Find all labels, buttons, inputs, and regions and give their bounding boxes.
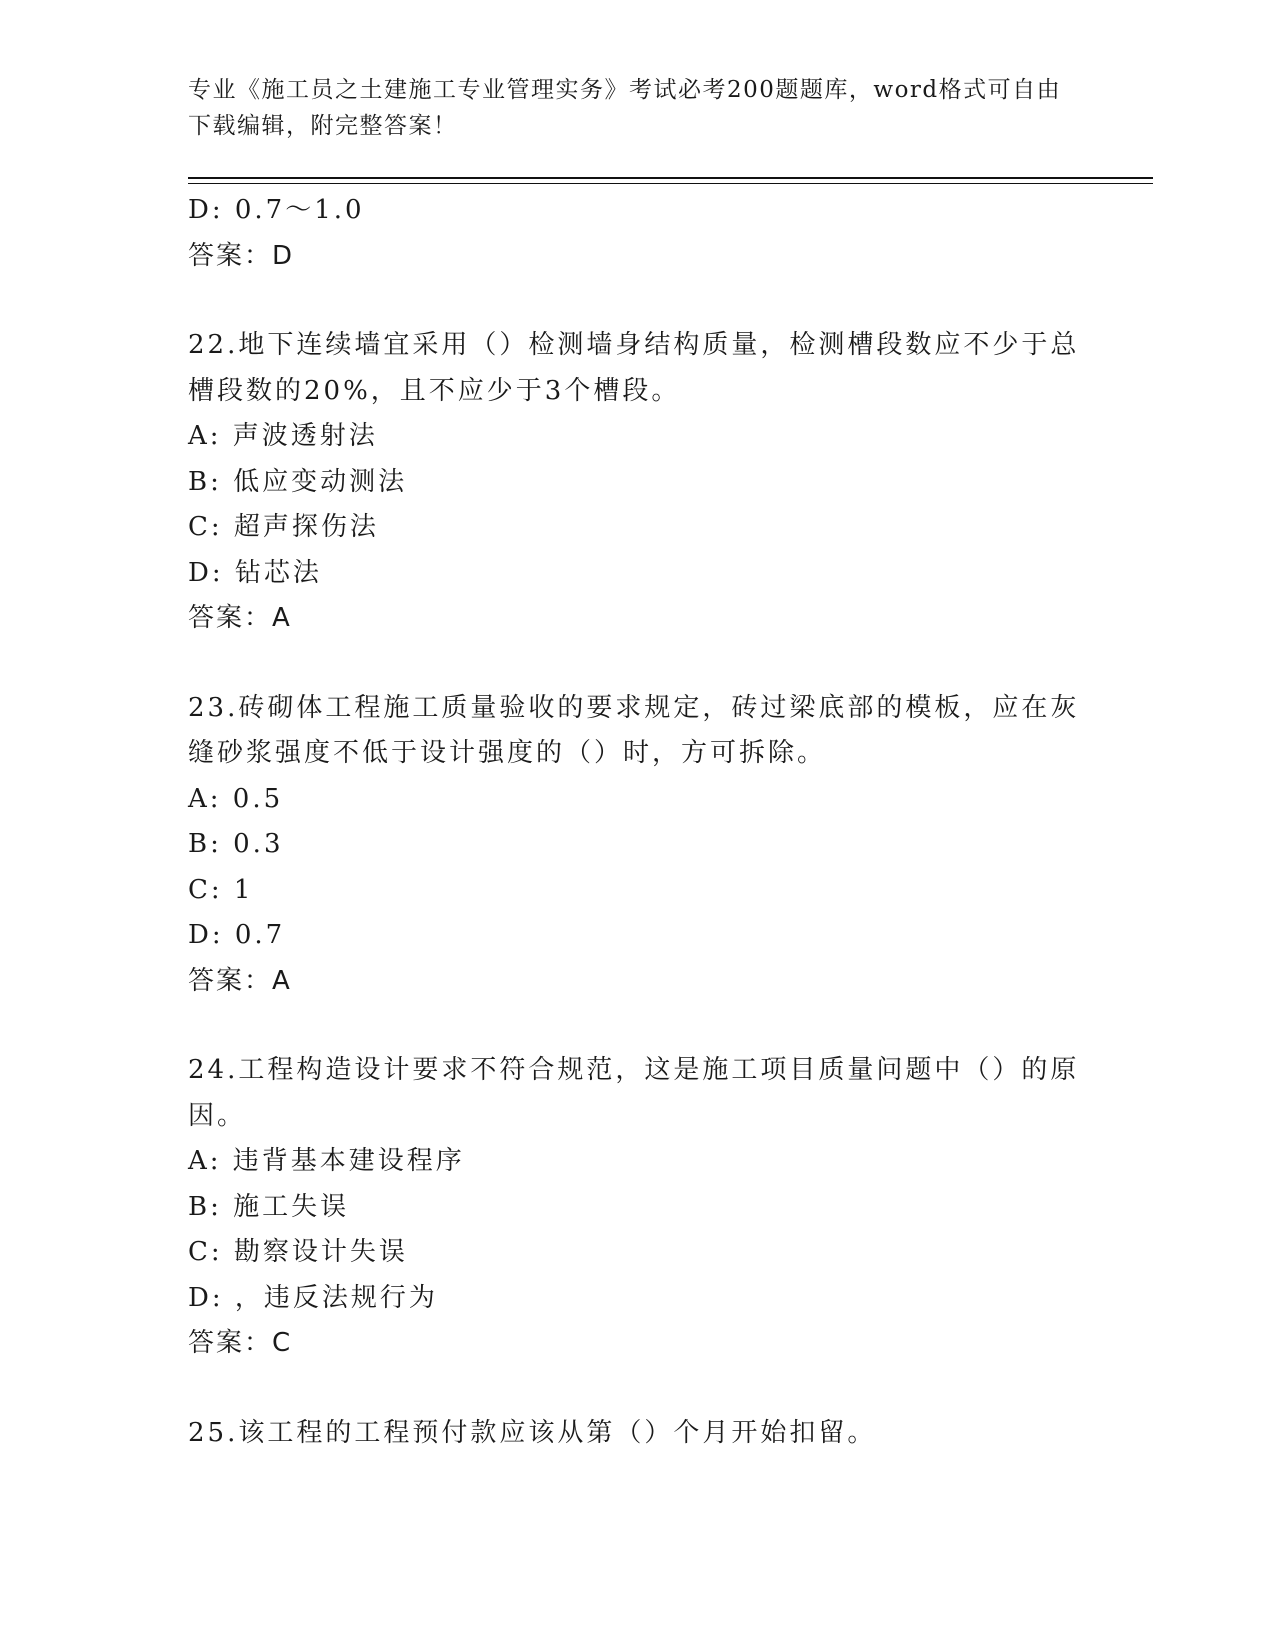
question-stem-line: 因。 <box>188 1100 247 1131</box>
option-d: D: 钻芯法 <box>188 557 322 588</box>
header-divider-thick <box>188 177 1153 179</box>
option-b: B: 低应变动测法 <box>188 466 408 497</box>
question-stem-line: 缝砂浆强度不低于设计强度的（）时，方可拆除。 <box>188 738 827 768</box>
header-line-1: 专业《施工员之土建施工专业管理实务》考试必考200题题库，word格式可自由 <box>188 77 1062 103</box>
answer-line: 答案：C <box>188 1328 293 1358</box>
option-d: D: 0.7～1.0 <box>188 195 365 225</box>
question-24 <box>188 1048 1088 1367</box>
option-b: B: 施工失误 <box>188 1191 350 1222</box>
previous-question-tail <box>188 188 1088 279</box>
spacer <box>188 279 1088 323</box>
option-a: A: 0.5 <box>188 783 284 814</box>
option-c: C: 超声探伤法 <box>188 512 379 542</box>
option-b: B: 0.3 <box>188 829 284 859</box>
document-header <box>188 72 1068 144</box>
question-content <box>188 188 1088 1456</box>
question-stem-line: 槽段数的20%，且不应少于3个槽段。 <box>188 375 681 406</box>
option-c: C: 1 <box>188 874 254 905</box>
question-stem-line: 25.该工程的工程预付款应该从第（）个月开始扣留。 <box>188 1417 877 1448</box>
option-d: D: ，违反法规行为 <box>188 1282 438 1313</box>
question-stem-line: 22.地下连续墙宜采用（）检测墙身结构质量，检测槽段数应不少于总 <box>188 330 1080 360</box>
header-divider-thin <box>188 183 1153 184</box>
header-line-2: 下载编辑，附完整答案！ <box>188 113 458 139</box>
answer-line: 答案：D <box>188 240 295 271</box>
spacer <box>188 1004 1088 1048</box>
question-23 <box>188 686 1088 1005</box>
option-d: D: 0.7 <box>188 920 286 950</box>
answer-line: 答案：A <box>188 965 292 996</box>
question-25 <box>188 1411 1088 1457</box>
option-a: A: 声波透射法 <box>188 421 378 451</box>
spacer <box>188 642 1088 686</box>
question-stem-line: 23.砖砌体工程施工质量验收的要求规定，砖过梁底部的模板，应在灰 <box>188 692 1080 723</box>
spacer <box>188 1367 1088 1411</box>
option-c: C: 勘察设计失误 <box>188 1237 408 1267</box>
option-a: A: 违背基本建设程序 <box>188 1146 465 1176</box>
question-stem-line: 24.工程构造设计要求不符合规范，这是施工项目质量问题中（）的原 <box>188 1055 1080 1085</box>
answer-line: 答案：A <box>188 603 292 633</box>
question-22 <box>188 323 1088 642</box>
